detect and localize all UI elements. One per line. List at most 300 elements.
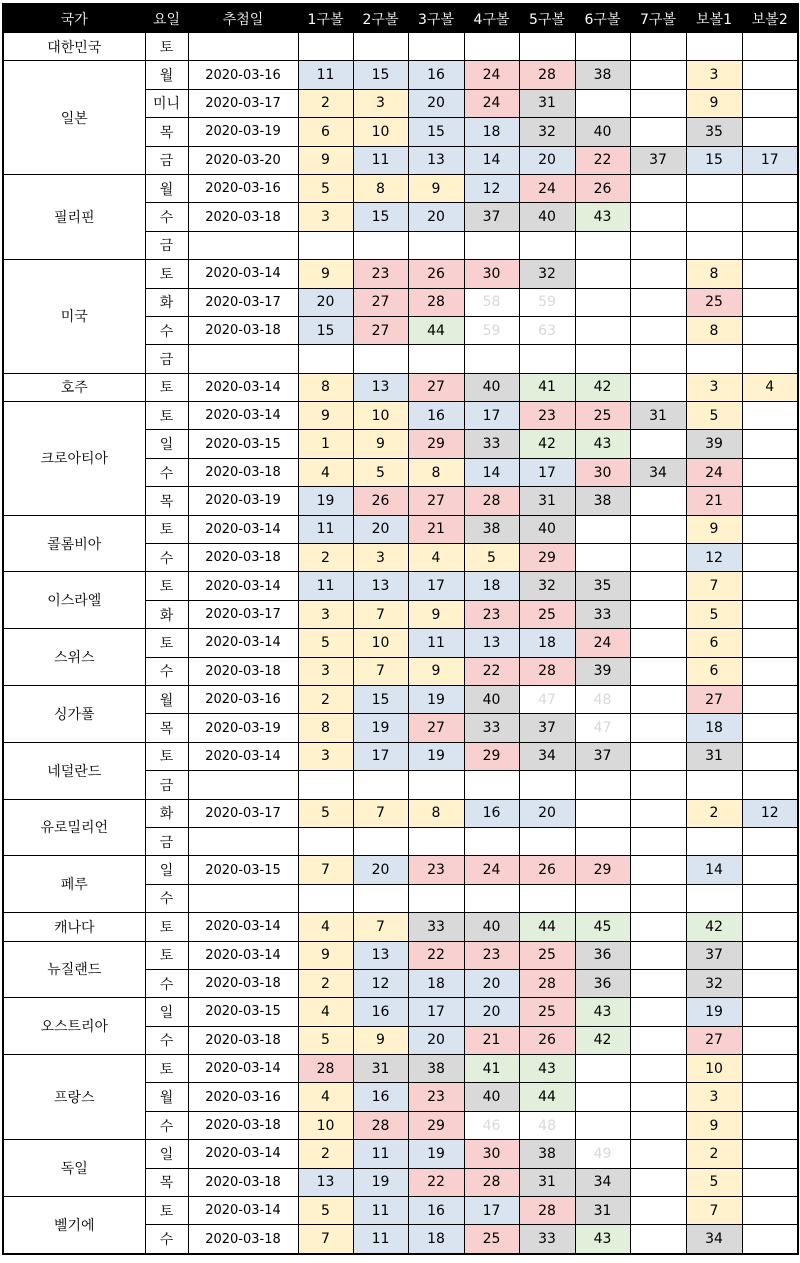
bonus-2-cell	[742, 1225, 798, 1254]
ball-2-cell: 20	[353, 515, 408, 543]
draw-date	[188, 771, 298, 799]
ball-2-cell: 19	[353, 1168, 408, 1196]
ball-7-cell	[630, 884, 686, 912]
ball-7-cell	[630, 544, 686, 572]
ball-2-cell: 7	[353, 657, 408, 685]
ball-5-cell: 25	[519, 998, 575, 1026]
draw-date: 2020-03-19	[188, 118, 298, 146]
bonus-2-cell: 12	[742, 799, 798, 827]
ball-4-cell: 5	[464, 544, 519, 572]
day-of-week: 수	[145, 657, 188, 685]
ball-7-cell	[630, 856, 686, 884]
ball-3-cell: 8	[408, 799, 464, 827]
ball-2-cell: 11	[353, 146, 408, 174]
day-of-week: 수	[145, 1111, 188, 1139]
ball-5-cell: 25	[519, 600, 575, 628]
header-bonus-2: 보볼2	[742, 4, 798, 33]
ball-7-cell	[630, 714, 686, 742]
draw-date: 2020-03-17	[188, 288, 298, 316]
ball-1-cell: 5	[298, 1197, 353, 1225]
ball-1-cell: 3	[298, 657, 353, 685]
ball-3-cell: 22	[408, 941, 464, 969]
ball-3-cell: 16	[408, 1197, 464, 1225]
draw-date	[188, 231, 298, 259]
ball-6-cell: 43	[575, 430, 630, 458]
header-bonus-1: 보볼1	[686, 4, 742, 33]
draw-date: 2020-03-17	[188, 799, 298, 827]
ball-7-cell	[630, 742, 686, 770]
ball-7-cell	[630, 203, 686, 231]
ball-1-cell: 28	[298, 1055, 353, 1083]
day-of-week: 토	[145, 1055, 188, 1083]
ball-6-cell: 43	[575, 1225, 630, 1254]
ball-4-cell: 23	[464, 600, 519, 628]
bonus-2-cell	[742, 1197, 798, 1225]
ball-6-cell: 43	[575, 203, 630, 231]
ball-3-cell	[408, 231, 464, 259]
bonus-1-cell: 2	[686, 799, 742, 827]
bonus-1-cell: 3	[686, 1083, 742, 1111]
bonus-1-cell: 10	[686, 1055, 742, 1083]
draw-date: 2020-03-18	[188, 1225, 298, 1254]
ball-6-cell: 30	[575, 458, 630, 486]
ball-4-cell: 46	[464, 1111, 519, 1139]
draw-date: 2020-03-19	[188, 487, 298, 515]
ball-3-cell: 27	[408, 487, 464, 515]
ball-2-cell: 7	[353, 799, 408, 827]
ball-1-cell: 3	[298, 203, 353, 231]
ball-2-cell: 13	[353, 572, 408, 600]
bonus-2-cell	[742, 600, 798, 628]
ball-5-cell: 33	[519, 1225, 575, 1254]
ball-2-cell: 8	[353, 174, 408, 202]
ball-2-cell: 15	[353, 61, 408, 89]
bonus-1-cell: 3	[686, 373, 742, 401]
ball-2-cell	[353, 231, 408, 259]
draw-date: 2020-03-14	[188, 572, 298, 600]
ball-4-cell	[464, 827, 519, 855]
ball-1-cell: 1	[298, 430, 353, 458]
ball-6-cell	[575, 231, 630, 259]
bonus-2-cell	[742, 827, 798, 855]
ball-5-cell: 42	[519, 430, 575, 458]
ball-5-cell: 44	[519, 1083, 575, 1111]
ball-5-cell: 23	[519, 402, 575, 430]
header-ball-1: 1구볼	[298, 4, 353, 33]
ball-3-cell: 16	[408, 61, 464, 89]
ball-4-cell: 28	[464, 487, 519, 515]
ball-6-cell	[575, 260, 630, 288]
ball-4-cell: 40	[464, 373, 519, 401]
ball-3-cell: 9	[408, 657, 464, 685]
ball-1-cell: 10	[298, 1111, 353, 1139]
draw-date: 2020-03-18	[188, 544, 298, 572]
ball-7-cell	[630, 33, 686, 61]
ball-7-cell	[630, 231, 686, 259]
ball-4-cell: 24	[464, 61, 519, 89]
table-row	[3, 33, 798, 61]
ball-1-cell: 8	[298, 373, 353, 401]
ball-1-cell	[298, 827, 353, 855]
ball-2-cell	[353, 771, 408, 799]
header-ball-2: 2구볼	[353, 4, 408, 33]
ball-5-cell: 24	[519, 174, 575, 202]
lottery-results-container	[2, 3, 799, 1255]
bonus-1-cell	[686, 345, 742, 373]
day-of-week: 토	[145, 629, 188, 657]
ball-4-cell: 41	[464, 1055, 519, 1083]
table-row	[3, 629, 798, 657]
bonus-2-cell	[742, 515, 798, 543]
bonus-2-cell	[742, 316, 798, 344]
ball-6-cell: 36	[575, 941, 630, 969]
header-ball-5: 5구볼	[519, 4, 575, 33]
draw-date: 2020-03-18	[188, 657, 298, 685]
day-of-week: 일	[145, 430, 188, 458]
bonus-1-cell: 6	[686, 629, 742, 657]
day-of-week: 수	[145, 969, 188, 997]
draw-date: 2020-03-15	[188, 998, 298, 1026]
ball-5-cell: 41	[519, 373, 575, 401]
ball-7-cell	[630, 1055, 686, 1083]
ball-5-cell: 59	[519, 288, 575, 316]
ball-1-cell: 8	[298, 714, 353, 742]
country-name: 미국	[3, 260, 145, 374]
ball-5-cell: 31	[519, 1168, 575, 1196]
bonus-2-cell	[742, 402, 798, 430]
bonus-1-cell: 7	[686, 572, 742, 600]
ball-4-cell: 13	[464, 629, 519, 657]
ball-6-cell	[575, 771, 630, 799]
bonus-2-cell	[742, 941, 798, 969]
ball-5-cell	[519, 827, 575, 855]
day-of-week: 토	[145, 260, 188, 288]
draw-date: 2020-03-20	[188, 146, 298, 174]
ball-6-cell: 22	[575, 146, 630, 174]
draw-date: 2020-03-14	[188, 1140, 298, 1168]
ball-6-cell: 33	[575, 600, 630, 628]
header-day: 요일	[145, 4, 188, 33]
day-of-week: 수	[145, 203, 188, 231]
ball-5-cell: 28	[519, 969, 575, 997]
ball-3-cell	[408, 345, 464, 373]
ball-5-cell	[519, 345, 575, 373]
draw-date: 2020-03-15	[188, 430, 298, 458]
day-of-week: 수	[145, 458, 188, 486]
day-of-week: 화	[145, 288, 188, 316]
ball-1-cell: 2	[298, 1140, 353, 1168]
header-draw-date: 추첨일	[188, 4, 298, 33]
ball-3-cell: 29	[408, 430, 464, 458]
ball-5-cell: 26	[519, 856, 575, 884]
ball-7-cell	[630, 969, 686, 997]
ball-7-cell	[630, 288, 686, 316]
ball-5-cell	[519, 33, 575, 61]
draw-date	[188, 827, 298, 855]
ball-3-cell: 23	[408, 1083, 464, 1111]
ball-2-cell	[353, 33, 408, 61]
bonus-2-cell	[742, 856, 798, 884]
results-body	[3, 33, 798, 1254]
ball-1-cell: 2	[298, 544, 353, 572]
ball-1-cell: 5	[298, 629, 353, 657]
bonus-1-cell: 24	[686, 458, 742, 486]
bonus-1-cell: 19	[686, 998, 742, 1026]
ball-7-cell	[630, 118, 686, 146]
ball-3-cell	[408, 771, 464, 799]
ball-4-cell: 17	[464, 402, 519, 430]
ball-1-cell	[298, 345, 353, 373]
day-of-week: 토	[145, 373, 188, 401]
table-row	[3, 799, 798, 827]
day-of-week: 금	[145, 771, 188, 799]
day-of-week: 토	[145, 572, 188, 600]
ball-6-cell: 47	[575, 714, 630, 742]
ball-7-cell	[630, 1225, 686, 1254]
draw-date: 2020-03-18	[188, 1026, 298, 1054]
draw-date: 2020-03-18	[188, 969, 298, 997]
ball-1-cell: 7	[298, 856, 353, 884]
ball-4-cell	[464, 345, 519, 373]
ball-2-cell: 27	[353, 316, 408, 344]
ball-6-cell: 35	[575, 572, 630, 600]
ball-5-cell: 43	[519, 1055, 575, 1083]
ball-4-cell: 21	[464, 1026, 519, 1054]
bonus-2-cell	[742, 544, 798, 572]
ball-7-cell	[630, 316, 686, 344]
country-name: 네덜란드	[3, 742, 145, 799]
ball-4-cell: 24	[464, 89, 519, 117]
ball-5-cell: 20	[519, 799, 575, 827]
draw-date: 2020-03-18	[188, 203, 298, 231]
bonus-1-cell	[686, 33, 742, 61]
ball-6-cell	[575, 316, 630, 344]
ball-1-cell: 9	[298, 402, 353, 430]
ball-7-cell	[630, 685, 686, 713]
header-row	[3, 4, 798, 33]
draw-date	[188, 345, 298, 373]
ball-1-cell: 11	[298, 61, 353, 89]
bonus-1-cell: 25	[686, 288, 742, 316]
bonus-1-cell: 8	[686, 316, 742, 344]
ball-2-cell: 11	[353, 1225, 408, 1254]
ball-7-cell	[630, 373, 686, 401]
bonus-1-cell	[686, 203, 742, 231]
ball-3-cell	[408, 827, 464, 855]
ball-6-cell: 26	[575, 174, 630, 202]
ball-5-cell: 28	[519, 1197, 575, 1225]
day-of-week: 수	[145, 884, 188, 912]
ball-6-cell	[575, 827, 630, 855]
ball-5-cell: 63	[519, 316, 575, 344]
draw-date: 2020-03-16	[188, 61, 298, 89]
ball-4-cell: 23	[464, 941, 519, 969]
ball-6-cell	[575, 1055, 630, 1083]
ball-5-cell: 31	[519, 89, 575, 117]
ball-2-cell: 13	[353, 373, 408, 401]
ball-3-cell: 9	[408, 600, 464, 628]
ball-1-cell: 4	[298, 458, 353, 486]
ball-3-cell: 18	[408, 1225, 464, 1254]
ball-1-cell: 19	[298, 487, 353, 515]
ball-6-cell: 38	[575, 487, 630, 515]
bonus-2-cell	[742, 884, 798, 912]
draw-date: 2020-03-14	[188, 941, 298, 969]
header-ball-7: 7구볼	[630, 4, 686, 33]
ball-2-cell: 16	[353, 1083, 408, 1111]
ball-4-cell: 59	[464, 316, 519, 344]
bonus-1-cell	[686, 771, 742, 799]
ball-1-cell: 11	[298, 572, 353, 600]
day-of-week: 목	[145, 1168, 188, 1196]
ball-2-cell: 28	[353, 1111, 408, 1139]
ball-5-cell: 17	[519, 458, 575, 486]
ball-6-cell: 49	[575, 1140, 630, 1168]
draw-date: 2020-03-18	[188, 1111, 298, 1139]
draw-date: 2020-03-17	[188, 89, 298, 117]
country-name: 캐나다	[3, 913, 145, 941]
bonus-1-cell: 27	[686, 1026, 742, 1054]
draw-date: 2020-03-19	[188, 714, 298, 742]
ball-3-cell: 17	[408, 572, 464, 600]
ball-6-cell: 29	[575, 856, 630, 884]
bonus-2-cell	[742, 33, 798, 61]
ball-4-cell: 14	[464, 458, 519, 486]
bonus-1-cell: 39	[686, 430, 742, 458]
bonus-1-cell: 9	[686, 515, 742, 543]
ball-2-cell	[353, 345, 408, 373]
ball-6-cell: 42	[575, 373, 630, 401]
ball-7-cell	[630, 799, 686, 827]
ball-6-cell: 43	[575, 998, 630, 1026]
ball-6-cell	[575, 884, 630, 912]
ball-7-cell	[630, 1083, 686, 1111]
country-name: 대한민국	[3, 33, 145, 61]
bonus-2-cell	[742, 487, 798, 515]
ball-6-cell: 25	[575, 402, 630, 430]
ball-1-cell: 4	[298, 913, 353, 941]
draw-date: 2020-03-14	[188, 373, 298, 401]
ball-4-cell	[464, 231, 519, 259]
ball-4-cell: 17	[464, 1197, 519, 1225]
bonus-1-cell: 14	[686, 856, 742, 884]
ball-5-cell: 28	[519, 657, 575, 685]
bonus-2-cell	[742, 629, 798, 657]
lottery-results-table	[2, 3, 799, 1255]
country-name: 페루	[3, 856, 145, 913]
draw-date: 2020-03-17	[188, 600, 298, 628]
ball-4-cell: 18	[464, 118, 519, 146]
ball-7-cell	[630, 430, 686, 458]
bonus-2-cell: 17	[742, 146, 798, 174]
ball-4-cell: 25	[464, 1225, 519, 1254]
ball-3-cell: 9	[408, 174, 464, 202]
table-row	[3, 373, 798, 401]
bonus-2-cell	[742, 1055, 798, 1083]
ball-3-cell	[408, 884, 464, 912]
ball-6-cell: 39	[575, 657, 630, 685]
ball-2-cell: 11	[353, 1140, 408, 1168]
draw-date	[188, 33, 298, 61]
country-name: 뉴질랜드	[3, 941, 145, 998]
bonus-1-cell	[686, 231, 742, 259]
draw-date: 2020-03-14	[188, 515, 298, 543]
bonus-1-cell: 9	[686, 89, 742, 117]
ball-1-cell: 13	[298, 1168, 353, 1196]
day-of-week: 수	[145, 1225, 188, 1254]
bonus-2-cell	[742, 231, 798, 259]
ball-1-cell: 9	[298, 941, 353, 969]
draw-date: 2020-03-14	[188, 629, 298, 657]
day-of-week: 목	[145, 714, 188, 742]
country-name: 스위스	[3, 629, 145, 686]
ball-4-cell: 40	[464, 1083, 519, 1111]
ball-2-cell: 27	[353, 288, 408, 316]
ball-4-cell: 30	[464, 1140, 519, 1168]
ball-2-cell	[353, 827, 408, 855]
table-row	[3, 856, 798, 884]
bonus-1-cell: 8	[686, 260, 742, 288]
draw-date: 2020-03-18	[188, 458, 298, 486]
ball-6-cell	[575, 288, 630, 316]
day-of-week: 토	[145, 742, 188, 770]
ball-6-cell: 38	[575, 61, 630, 89]
day-of-week: 금	[145, 231, 188, 259]
ball-1-cell: 5	[298, 174, 353, 202]
ball-7-cell	[630, 1140, 686, 1168]
ball-4-cell: 30	[464, 260, 519, 288]
ball-7-cell	[630, 629, 686, 657]
ball-6-cell: 34	[575, 1168, 630, 1196]
ball-1-cell: 7	[298, 1225, 353, 1254]
table-row	[3, 572, 798, 600]
ball-6-cell	[575, 799, 630, 827]
ball-4-cell: 14	[464, 146, 519, 174]
day-of-week: 미니	[145, 89, 188, 117]
ball-5-cell: 48	[519, 1111, 575, 1139]
day-of-week: 토	[145, 941, 188, 969]
ball-7-cell	[630, 657, 686, 685]
bonus-1-cell: 9	[686, 1111, 742, 1139]
bonus-2-cell	[742, 430, 798, 458]
ball-2-cell: 17	[353, 742, 408, 770]
ball-7-cell	[630, 771, 686, 799]
ball-2-cell: 11	[353, 1197, 408, 1225]
day-of-week: 월	[145, 174, 188, 202]
ball-3-cell: 19	[408, 685, 464, 713]
ball-4-cell: 20	[464, 969, 519, 997]
ball-7-cell	[630, 998, 686, 1026]
ball-5-cell: 20	[519, 146, 575, 174]
country-name: 필리핀	[3, 174, 145, 259]
ball-7-cell	[630, 515, 686, 543]
ball-4-cell: 18	[464, 572, 519, 600]
ball-4-cell: 16	[464, 799, 519, 827]
ball-7-cell	[630, 941, 686, 969]
ball-3-cell: 23	[408, 856, 464, 884]
ball-4-cell: 38	[464, 515, 519, 543]
bonus-2-cell	[742, 61, 798, 89]
day-of-week: 목	[145, 118, 188, 146]
ball-2-cell: 31	[353, 1055, 408, 1083]
bonus-1-cell: 6	[686, 657, 742, 685]
ball-7-cell	[630, 913, 686, 941]
bonus-1-cell: 18	[686, 714, 742, 742]
ball-7-cell	[630, 1168, 686, 1196]
draw-date: 2020-03-18	[188, 1168, 298, 1196]
country-name: 크로아티아	[3, 402, 145, 516]
ball-1-cell: 6	[298, 118, 353, 146]
